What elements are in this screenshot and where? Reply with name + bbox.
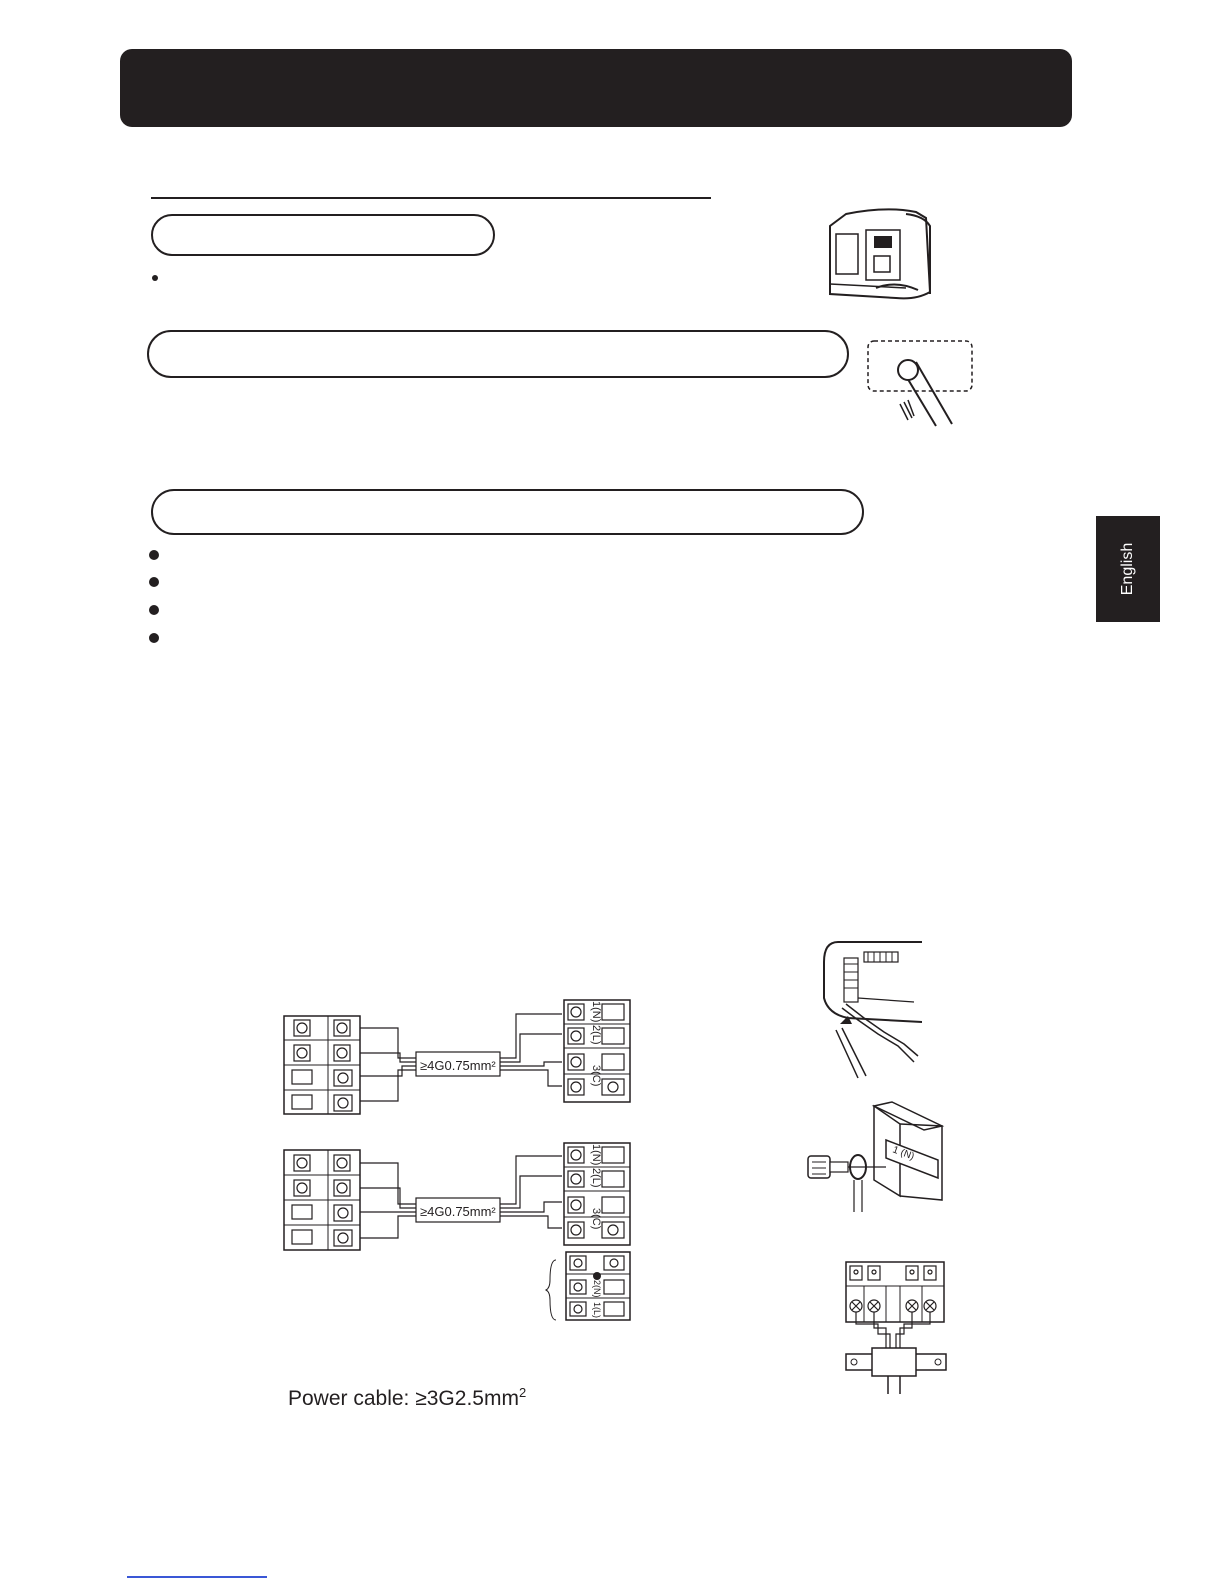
bullet-1 (152, 275, 158, 281)
cable-label-2: ≥4G0.75mm² (420, 1204, 496, 1219)
heading-pill-1 (151, 214, 495, 256)
terminal-board-illustration (842, 1258, 950, 1398)
terminal-label-2b: 2(L) (590, 1168, 602, 1188)
terminal-access-illustration (818, 938, 922, 1080)
terminal-tag-label: 1 (N) (890, 1144, 916, 1163)
terminal-label-3b: 3(C) (590, 1208, 602, 1230)
unit-cover-illustration (826, 204, 946, 304)
power-cable-label: Power cable: ≥3G2.5mm (288, 1387, 519, 1410)
language-tab[interactable] (1096, 516, 1160, 622)
footer-link-underline[interactable] (127, 1576, 267, 1578)
power-cable-superscript: 2 (518, 1385, 527, 1400)
heading-pill-2 (147, 330, 849, 378)
bullet-2 (149, 550, 159, 560)
screw-terminal-illustration (804, 1100, 946, 1216)
bullet-3 (149, 577, 159, 587)
terminal-alt-label-1: 2(N) (592, 1280, 602, 1298)
terminal-label-1b: 1(N) (590, 1144, 602, 1166)
terminal-label-2: 2(L) (590, 1025, 602, 1045)
bullet-5 (149, 633, 159, 643)
cable-label-1: ≥4G0.75mm² (420, 1058, 496, 1073)
heading-pill-3 (151, 489, 864, 535)
terminal-label-1: 1(N) (590, 1001, 602, 1023)
terminal-alt-label-2: 1(L) (592, 1302, 602, 1319)
header-bar (120, 49, 1072, 127)
terminal-label-3: 3(C) (590, 1065, 602, 1087)
bullet-4 (149, 605, 159, 615)
language-tab-label: English (1118, 542, 1136, 596)
power-cable-caption (288, 1385, 526, 1411)
wiring-diagram-1 (280, 996, 636, 1120)
section-rule (151, 197, 711, 199)
cable-detail-illustration (864, 338, 976, 428)
wiring-diagram-2 (280, 1140, 636, 1326)
